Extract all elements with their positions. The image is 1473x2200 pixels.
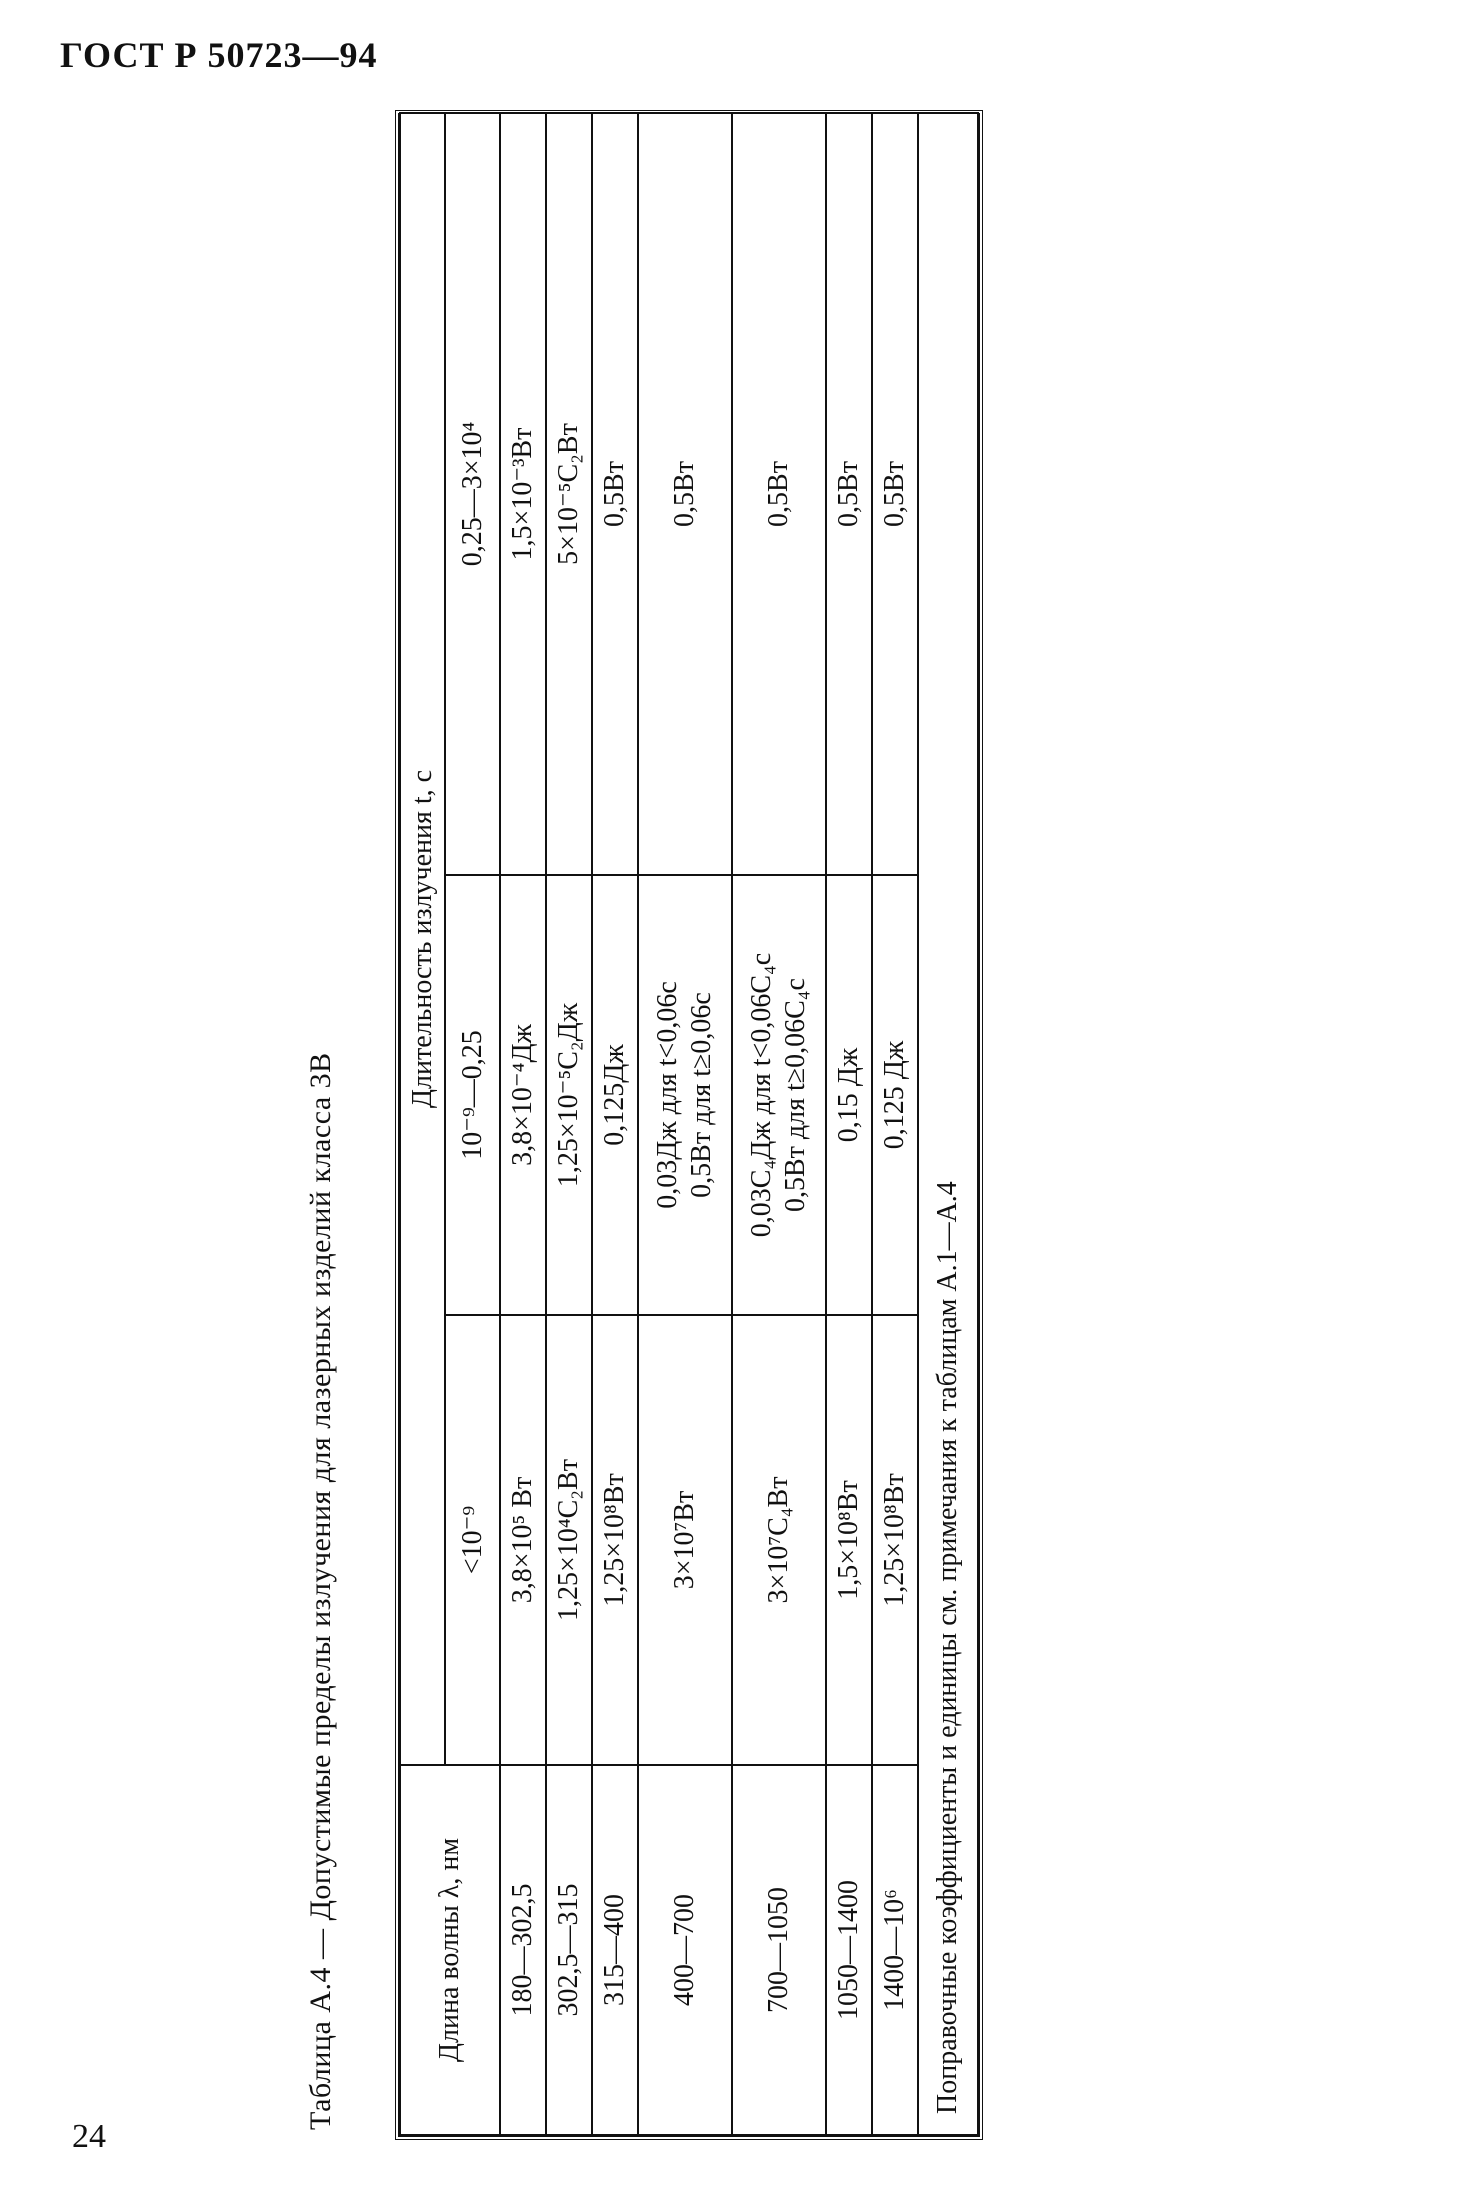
header-row-1 <box>400 113 445 2135</box>
table-caption: Таблица А.4 — Допустимые пределы излучения для лазерных изделий класса 3В <box>304 1052 337 2130</box>
wavelength-header: Длина волны λ, нм <box>400 1765 500 2135</box>
limit-lt-1e-9-cell: 1,25×10⁴С₂Вт <box>546 1315 592 1765</box>
limit-long-cell: 0,5Вт <box>872 113 918 875</box>
limit-lt-1e-9-cell: 3×10⁷С₄Вт <box>732 1315 826 1765</box>
limit-lt-1e-9-cell: 1,25×10⁸Вт <box>872 1315 918 1765</box>
limit-mid-cell <box>638 875 732 1315</box>
limit-long-cell: 5×10⁻⁵С₂Вт <box>546 113 592 875</box>
table-row <box>872 113 918 2135</box>
limit-mid-line: 1,25×10⁻⁵С₂Дж <box>553 1002 585 1188</box>
limit-lt-1e-9-cell: 1,25×10⁸Вт <box>592 1315 638 1765</box>
limit-mid-cell <box>546 875 592 1315</box>
limit-mid-line: 0,03С₄Дж для t<0,06С₄с <box>746 952 778 1238</box>
table-frame <box>395 110 983 2140</box>
table-row <box>638 113 732 2135</box>
wavelength-cell: 302,5—315 <box>546 1765 592 2135</box>
limit-mid-cell <box>592 875 638 1315</box>
wavelength-cell: 1050—1400 <box>826 1765 872 2135</box>
rotated-table-area <box>300 110 1130 2140</box>
limit-lt-1e-9-cell: 3,8×10⁵ Вт <box>500 1315 546 1765</box>
table-row <box>500 113 546 2135</box>
table-note: Поправочные коэффициенты и единицы см. примечания к таблицам А.1—А.4 <box>918 113 978 2135</box>
limit-mid-line: 3,8×10⁻⁴Дж <box>507 1024 539 1166</box>
limit-long-cell: 0,5Вт <box>826 113 872 875</box>
note-row <box>918 113 978 2135</box>
duration-col-lt-1e-9: <10⁻⁹ <box>445 1315 500 1765</box>
table-row <box>546 113 592 2135</box>
page-number: 24 <box>72 2118 106 2155</box>
limit-mid-line: 0,5Вт для t≥0,06С₄с <box>780 978 811 1213</box>
wavelength-cell: 400—700 <box>638 1765 732 2135</box>
limits-table <box>399 112 979 2136</box>
wavelength-cell: 315—400 <box>592 1765 638 2135</box>
limit-mid-cell <box>872 875 918 1315</box>
limit-long-cell: 0,5Вт <box>638 113 732 875</box>
limit-mid-line: 0,125Дж <box>599 1044 631 1146</box>
limit-long-cell: 1,5×10⁻³Вт <box>500 113 546 875</box>
table-row <box>826 113 872 2135</box>
limit-mid-cell <box>732 875 826 1315</box>
table-row <box>592 113 638 2135</box>
limit-mid-cell <box>826 875 872 1315</box>
duration-col-1e-9-025: 10⁻⁹—0,25 <box>445 875 500 1315</box>
limit-long-cell: 0,5Вт <box>732 113 826 875</box>
limit-mid-line: 0,5Вт для t≥0,06с <box>686 992 717 1198</box>
duration-header: Длительность излучения t, с <box>400 113 445 1765</box>
limit-mid-line: 0,15 Дж <box>833 1047 865 1143</box>
wavelength-cell: 1400—10⁶ <box>872 1765 918 2135</box>
limit-mid-line: 0,03Дж для t<0,06с <box>652 981 684 1209</box>
duration-col-025-3e4: 0,25—3×10⁴ <box>445 113 500 875</box>
limit-mid-line: 0,125 Дж <box>879 1040 911 1150</box>
limit-long-cell: 0,5Вт <box>592 113 638 875</box>
limit-lt-1e-9-cell: 1,5×10⁸Вт <box>826 1315 872 1765</box>
wavelength-cell: 180—302,5 <box>500 1765 546 2135</box>
limit-lt-1e-9-cell: 3×10⁷Вт <box>638 1315 732 1765</box>
document-header: ГОСТ Р 50723—94 <box>60 35 378 75</box>
table-row <box>732 113 826 2135</box>
limit-mid-cell <box>500 875 546 1315</box>
wavelength-cell: 700—1050 <box>732 1765 826 2135</box>
table-body <box>400 113 978 2135</box>
